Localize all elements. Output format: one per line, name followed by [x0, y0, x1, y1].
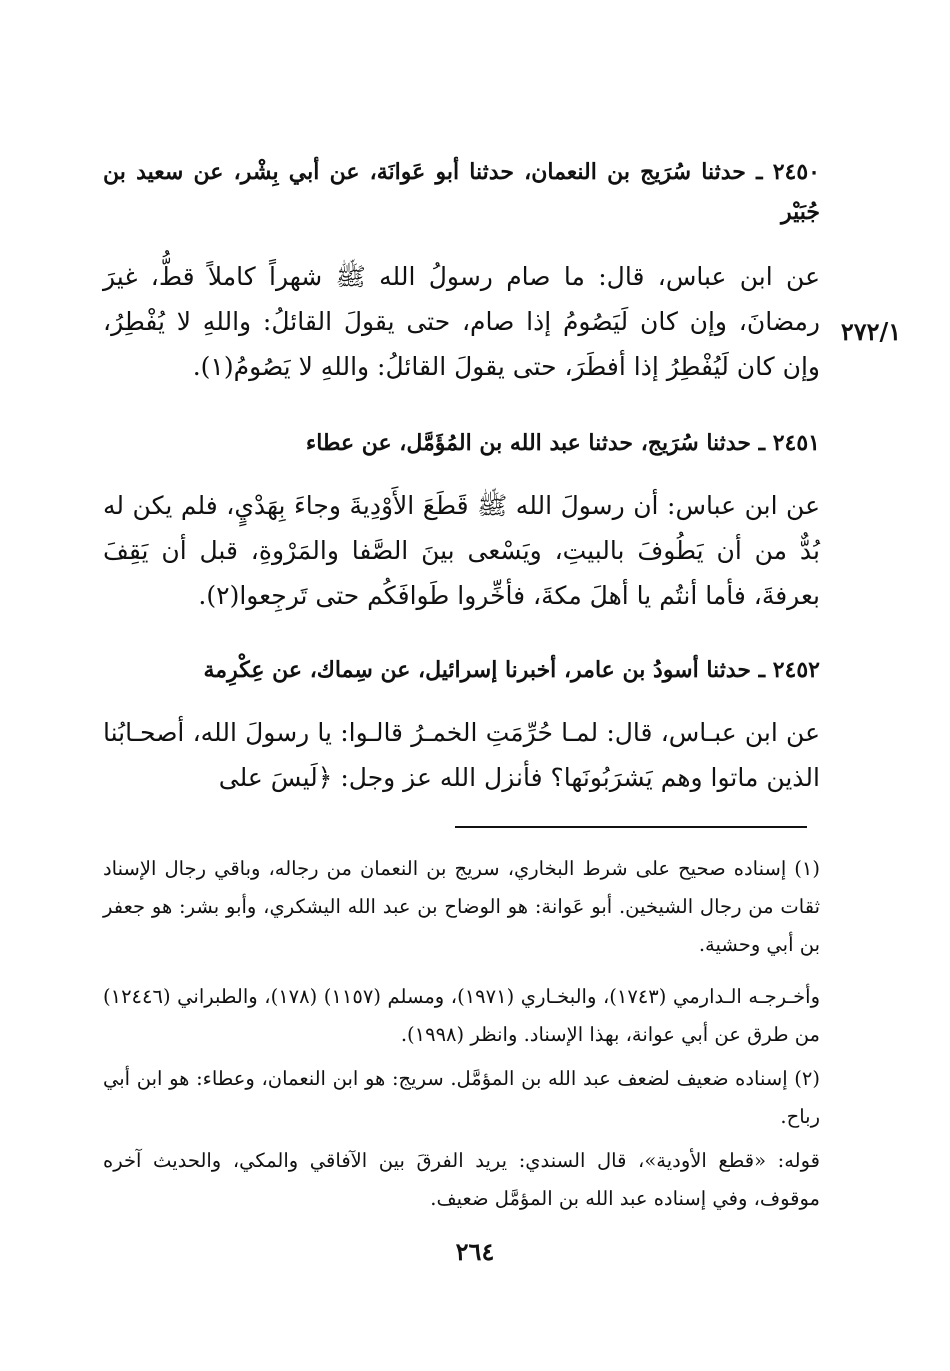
page-number: ٢٦٤: [455, 1237, 495, 1266]
footnote-1: (١) إسناده صحيح على شرط البخاري، سريج بن النعمان من رجاله، وباقي رجال الإسناد ثقات من رجال الشيخين. أبو عَوانة: هو الوضاح بن عبد الله اليشكري، وأبو بشر: هو جعفر بن أبي وحشية.: [103, 857, 820, 956]
hadith-2451-matn: عن ابن عباس: أن رسولَ الله ﷺ قَطَعَ الأَوْدِيةَ وجاءَ بِهَدْيٍ، فلم يكن له بُدٌّ من أن يَطُوفَ بالبيتِ، ويَسْعى بينَ الصَّفا والمَرْوةِ، قبل أن يَقِفَ بعرفةَ، فأما أنتُم يا أهلَ مكةَ، فأخِّروا طَوافَكُم حتى تَرجِعوا(٢).: [103, 491, 820, 610]
hadith-2450-matn: عن ابن عباس، قال: ما صام رسولُ الله ﷺ شهراً كاملاً قطُّ، غيرَ رمضانَ، وإن كان لَيَصُومُ إذا صام، حتى يقولَ القائلُ: واللهِ لا يُفْطِرُ، وإن كان لَيُفْطِرُ إذا أفطَرَ، حتى يقولَ القائلُ: واللهِ لا يَصُومُ(١).: [103, 262, 820, 381]
hadith-2451-isnad: ٢٤٥١ ـ حدثنا سُرَيج، حدثنا عبد الله بن المُؤَمَّل، عن عطاء: [305, 430, 820, 456]
hadith-2450-isnad: ٢٤٥٠ ـ حدثنا سُرَيج بن النعمان، حدثنا أبو عَوانَة، عن أبي بِشْر، عن سعيد بن جُبَيْر: [103, 159, 820, 225]
hadith-2452-isnad: ٢٤٥٢ ـ حدثنا أسودُ بن عامر، أخبرنا إسرائيل، عن سِماك، عن عِكْرِمة: [203, 657, 820, 683]
hadith-2452-matn: عن ابن عبـاس، قال: لمـا حُرِّمَتِ الخمـرُ قالـوا: يا رسولَ الله، أصحـابُنا الذين ماتوا وهم يَشرَبُونَها؟ فأنزل الله عز وجل: ﴿لَيسَ على: [103, 718, 820, 792]
footnote-1-continued: وأخـرجـه الـدارمي (١٧٤٣)، والبخـاري (١٩٧١)، ومسلم (١١٥٧) (١٧٨)، والطبراني (١٢٤٤٦) من طرق عن أبي عوانة، بهذا الإسناد. وانظر (١٩٩٨).: [103, 985, 820, 1046]
footnote-separator: [455, 826, 807, 828]
footnote-2: (٢) إسناده ضعيف لضعف عبد الله بن المؤمَّل. سريج: هو ابن النعمان، وعطاء: هو ابن أبي رباح.: [103, 1067, 820, 1128]
margin-reference: ٢٧٢/١: [840, 317, 902, 346]
footnote-2-continued: قوله: «قطع الأودية»، قال السندي: يريد الفرقَ بين الآفاقي والمكي، والحديث آخره موقوف، وفي إسناده عبد الله بن المؤمَّل ضعيف.: [103, 1149, 820, 1210]
